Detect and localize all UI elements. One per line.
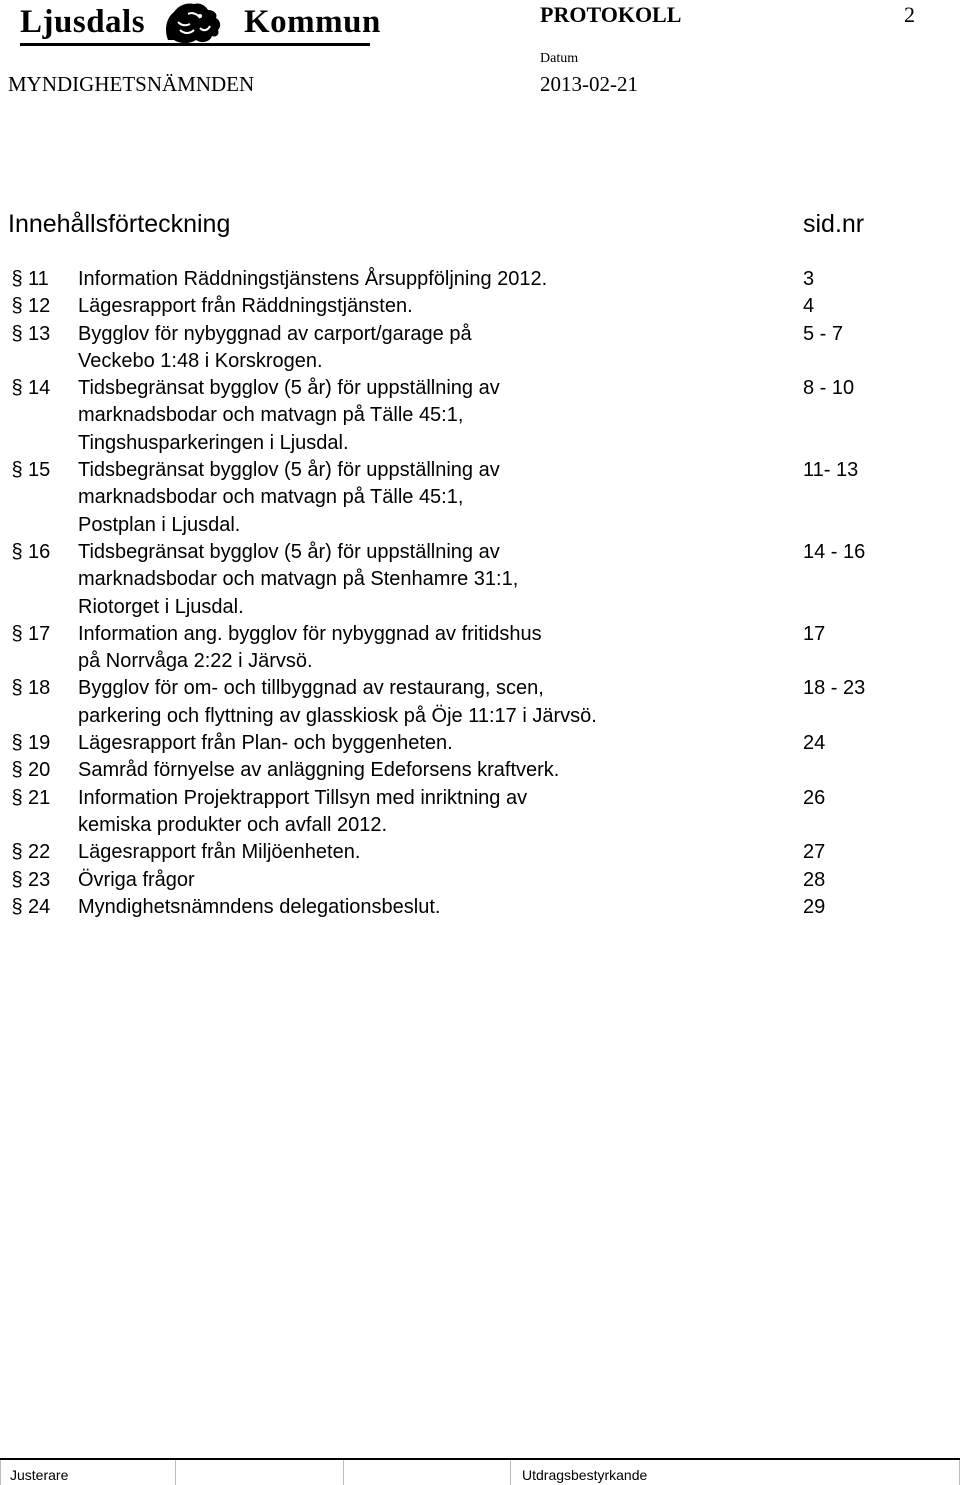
toc-item-title-line: Tidsbegränsat bygglov (5 år) för uppställning av [78,540,500,563]
toc-item-number: 14 [28,377,51,400]
toc-item-title-line: Lägesrapport från Miljöenheten. [78,841,361,864]
footer-cell [0,1460,1,1485]
toc-item-title [78,539,798,621]
toc-item-title [78,894,798,921]
footer-signature-bar [0,1458,960,1485]
lion-crest-icon [160,0,230,46]
date-value: 2013-02-21 [540,72,638,96]
municipality-logo [20,0,380,48]
toc-item-page: 17 [803,622,826,645]
section-sign-icon: § [11,732,23,755]
toc-item-title-line: Information ang. bygglov för nybyggnad av fritidshus [78,622,542,645]
toc-item-number: 17 [28,622,51,645]
toc-item-page: 3 [803,268,815,290]
footer-label-utdragsbestyrkande: Utdragsbestyrkande [522,1467,648,1483]
section-sign-icon: § [11,295,23,318]
toc-item [0,539,960,621]
toc-item-number: 12 [28,295,51,318]
toc-item-title [78,375,798,457]
page-number: 2 [904,2,915,27]
section-sign-icon: § [11,786,23,809]
toc-item-number: 13 [28,322,51,345]
toc-item-number: 21 [28,786,51,809]
toc-item-title-line: parkering och flyttning av glasskiosk på Öje 11:17 i Järvsö. [78,704,597,727]
toc-item-page: 24 [803,732,826,755]
footer-cell [175,1460,176,1485]
toc-item-title [78,785,798,840]
section-sign-icon: § [11,540,23,563]
toc-item-title-line: Veckebo 1:48 i Korskrogen. [78,349,323,372]
toc-item [0,839,960,866]
toc-item-title-line: Myndighetsnämndens delegationsbeslut. [78,895,441,918]
toc-item-number: 20 [28,759,51,782]
toc-item-title-line: Information Projektrapport Tillsyn med inriktning av [78,786,528,809]
toc-item-number: 18 [28,677,51,700]
section-sign-icon: § [11,868,23,891]
toc-item-title [78,621,798,676]
document-type: PROTOKOLL [540,2,682,27]
toc-page-column-header: sid.nr [803,210,865,238]
table-of-contents [0,266,960,921]
toc-item-title-line: Tidsbegränsat bygglov (5 år) för uppställning av [78,459,500,482]
toc-item-title-line: marknadsbodar och matvagn på Stenhamre 31:1, [78,568,519,591]
toc-item-page: 29 [803,895,826,918]
section-sign-icon: § [11,322,23,345]
toc-item-page: 18 - 23 [803,677,866,700]
section-sign-icon: § [11,459,23,482]
section-sign-icon: § [11,895,23,918]
section-sign-icon: § [11,759,23,782]
section-sign-icon: § [11,677,23,700]
toc-item-title-line: på Norrvåga 2:22 i Järvsö. [78,650,313,673]
toc-item-title-line: Lägesrapport från Räddningstjänsten. [78,295,413,318]
toc-item [0,375,960,457]
toc-item-title-line: marknadsbodar och matvagn på Tälle 45:1, [78,486,464,509]
toc-item-title-line: Tidsbegränsat bygglov (5 år) för uppställning av [78,377,500,400]
toc-item-title [78,321,798,376]
toc-item [0,457,960,539]
toc-item-page: 28 [803,868,826,891]
toc-item-title-line: Samråd förnyelse av anläggning Edeforsens kraftverk. [78,759,560,782]
toc-item-title-line: marknadsbodar och matvagn på Tälle 45:1, [78,404,464,427]
section-sign-icon: § [11,622,23,645]
section-sign-icon: § [11,377,23,400]
toc-item-title [78,266,798,293]
footer-rule [0,1458,960,1460]
toc-item-title-line: Lägesrapport från Plan- och byggenheten. [78,732,453,755]
footer-cell [343,1460,344,1485]
toc-item-title [78,675,798,730]
toc-item-page: 11- 13 [803,459,859,482]
toc-item-page: 8 - 10 [803,377,855,400]
toc-item-title-line: Bygglov för nybyggnad av carport/garage på [78,322,472,345]
toc-item [0,293,960,320]
toc-item-title [78,867,798,894]
logo-text-ljusdals: Ljusdals [20,4,146,40]
toc-item [0,266,960,293]
toc-item [0,757,960,784]
footer-cell [510,1460,511,1485]
toc-item-number: 19 [28,732,51,755]
toc-item [0,730,960,757]
toc-item [0,621,960,676]
toc-item-page: 14 - 16 [803,540,866,563]
toc-item [0,785,960,840]
toc-item-number: 24 [28,895,51,918]
toc-item-title-line: Information Räddningstjänstens Årsuppföljning 2012. [78,268,548,290]
toc-item-number: 15 [28,459,51,482]
toc-item-title-line: Tingshusparkeringen i Ljusdal. [78,431,349,454]
toc-item-title-line: Bygglov för om- och tillbyggnad av restaurang, scen, [78,677,544,700]
section-sign-icon: § [11,268,23,290]
toc-item-title-line: Övriga frågor [78,868,195,891]
footer-label-justerare: Justerare [10,1467,69,1483]
date-label: Datum [540,51,579,66]
toc-item [0,675,960,730]
section-sign-icon: § [11,841,23,864]
toc-item [0,894,960,921]
toc-item [0,867,960,894]
toc-item-page: 4 [803,295,815,318]
department-name: MYNDIGHETSNÄMNDEN [8,72,255,96]
toc-item-title [78,757,798,784]
toc-item-title [78,730,798,757]
toc-item-page: 26 [803,786,826,809]
toc-item-title-line: Riotorget i Ljusdal. [78,595,244,618]
toc-item-title [78,293,798,320]
toc-item-page: 27 [803,841,826,864]
toc-item-page: 5 - 7 [803,322,844,345]
toc-item [0,321,960,376]
toc-item-title-line: Postplan i Ljusdal. [78,513,241,536]
toc-item-title [78,457,798,539]
logo-text-kommun: Kommun [244,4,381,40]
toc-item-number: 16 [28,540,51,563]
toc-item-title [78,839,798,866]
toc-item-title-line: kemiska produkter och avfall 2012. [78,813,388,836]
toc-title: Innehållsförteckning [8,210,231,238]
logo-underline [20,43,370,46]
toc-item-number: 23 [28,868,51,891]
toc-item-number: 11 [28,268,49,290]
toc-item-number: 22 [28,841,51,864]
